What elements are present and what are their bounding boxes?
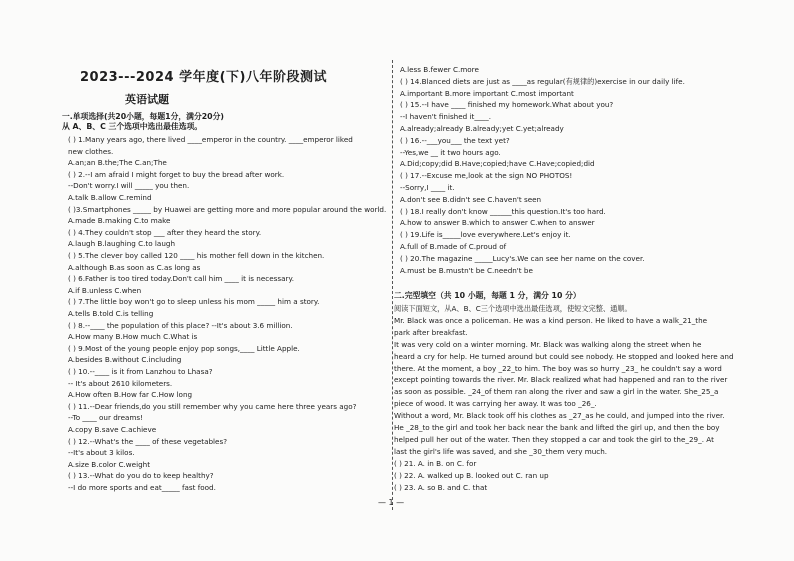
- exam-title: 2023---2024 学年度(下)八年阶段测试: [80, 70, 327, 85]
- question-line: A.Did;copy;did B.Have;copied;have C.Have;copied;did: [400, 159, 595, 169]
- question-line: A.less B.fewer C.more: [400, 65, 479, 74]
- question-line: A.if B.unless C.when: [68, 285, 142, 295]
- question-line: --Don't worry.I will _____ you then.: [68, 181, 190, 191]
- question-line: A.How often B.How far C.How long: [68, 390, 193, 400]
- question-line: A.made B.making C.to make: [68, 216, 171, 226]
- question-line: A.tells B.told C.is telling: [68, 309, 154, 318]
- question-line: ( ) 2.--I am afraid I might forget to buy the bread after work.: [68, 169, 285, 179]
- question-line: ( ) 12.--What's the ____ of these vegetables?: [68, 436, 228, 446]
- passage-line: Without a word, Mr. Black took off his clothes as _27_as he could, and jumped into the river.: [394, 411, 725, 421]
- question-line: A.full of B.made of C.proud of: [400, 242, 507, 251]
- section1-instruction: 从 A、B、C 三个选项中选出最佳选项。: [62, 122, 203, 131]
- passage-line: He _28_to the girl and took her back near the bank and lifted the girl up, and then the boy: [394, 423, 720, 432]
- question-line: new clothes.: [68, 146, 114, 156]
- question-line: --To ____ our dreams!: [68, 413, 144, 423]
- passage-line: as soon as possible. _24_of them ran along the river and saw a girl in the water. She_25_a: [394, 387, 719, 397]
- question-line: ( ) 4.They couldn't stop ___ after they heard the story.: [68, 227, 262, 237]
- passage-line: last the girl's life was saved, and she _30_them very much.: [394, 446, 608, 456]
- passage-line: helped pull her out of the water. Then they stopped a car and took the girl to the_29_. At: [394, 434, 714, 444]
- passage-line: there. At the moment, a boy _22_to him. The boy was so hurry _23_ he couldn't say a word: [394, 363, 722, 373]
- question-line: A.how to answer B.which to answer C.when to answer: [400, 218, 595, 228]
- question-line: A.talk B.allow C.remind: [68, 193, 152, 202]
- question-line: ( ) 19.Life is_____love everywhere.Let's enjoy it.: [400, 230, 571, 240]
- passage-line: except pointing towards the river. Mr. Black realized what had happened and ran to the river: [394, 375, 728, 385]
- question-line: ( ) 18.I really don't know ______this question.It's too hard.: [400, 206, 606, 216]
- question-line: A.although B.as soon as C.as long as: [68, 262, 201, 272]
- question-line: ( ) 14.Blanced diets are just as ____as regular(有规律的)exercise in our daily life.: [400, 76, 685, 86]
- passage-line: ( ) 23. A. so B. and C. that: [394, 482, 488, 492]
- question-line: --Yes,we __ it two hours ago.: [400, 147, 501, 157]
- passage-line: ( ) 22. A. walked up B. looked out C. ran up: [394, 470, 549, 480]
- question-line: ( ) 9.Most of the young people enjoy pop songs,____ Little Apple.: [68, 343, 300, 353]
- question-line: ( ) 20.The magazine _____Lucy's.We can see her name on the cover.: [400, 253, 645, 263]
- question-line: A.How many B.How much C.What is: [68, 332, 198, 342]
- passage-line: piece of wood. It was carrying her away. It was too _26_.: [394, 399, 597, 409]
- question-line: --I do more sports and eat_____ fast food.: [68, 483, 216, 492]
- question-line: A.copy B.save C.achieve: [68, 425, 157, 434]
- section1-heading: 一.单项选择(共20小题，每题1分，满分20分): [62, 112, 224, 121]
- section2-heading: 二.完型填空（共 10 小题，每题 1 分，满分 10 分）: [394, 291, 581, 300]
- question-line: A.don't see B.didn't see C.haven't seen: [400, 194, 542, 204]
- exam-subtitle: 英语试题: [125, 93, 169, 106]
- question-line: --It's about 3 kilos.: [68, 448, 135, 458]
- question-line: A.must be B.mustn't be C.needn't be: [400, 265, 533, 275]
- question-line: ( ) 5.The clever boy called 120 ____ his mother fell down in the kitchen.: [68, 251, 325, 260]
- question-line: A.size B.color C.weight: [68, 459, 151, 469]
- page-number: — 1 —: [378, 498, 405, 507]
- question-line: A.an;an B.the;The C.an;The: [68, 158, 167, 168]
- question-line: -- It's about 2610 kilometers.: [68, 378, 173, 388]
- question-line: A.important B.more important C.most important: [400, 88, 574, 98]
- question-line: A.laugh B.laughing C.to laugh: [68, 239, 176, 249]
- question-line: ( ) 6.Father is too tired today.Don't call him ____ it is necessary.: [68, 274, 294, 284]
- passage-line: It was very cold on a winter morning. Mr. Black was walking along the street when he: [394, 339, 702, 349]
- passage-line: ( ) 21. A. in B. on C. for: [394, 458, 477, 468]
- passage-line: park after breakfast.: [394, 327, 468, 337]
- question-line: ( ) 13.--What do you do to keep healthy?: [68, 471, 214, 481]
- question-line: ( ) 1.Many years ago, there lived ____emperor in the country. ____emperor liked: [68, 135, 353, 144]
- question-line: ( ) 17.--Excuse me,look at the sign NO PHOTOS!: [400, 171, 573, 181]
- passage-line: Mr. Black was once a policeman. He was a kind person. He liked to have a walk_21_the: [394, 315, 708, 325]
- question-line: A.already;already B.already;yet C.yet;already: [400, 124, 564, 133]
- question-line: --I haven't finished it____.: [400, 112, 491, 122]
- passage-line: heard a cry for help. He turned around but could see nobody. He stopped and looked here and: [394, 351, 734, 361]
- question-line: ( ) 16.--___you___ the text yet?: [400, 135, 510, 145]
- question-line: ( ) 15.--I have ____ finished my homework.What about you?: [400, 100, 614, 110]
- question-line: --Sorry,I ____ it.: [400, 183, 455, 192]
- question-line: A.besides B.without C.including: [68, 355, 182, 365]
- question-line: ( ) 7.The little boy won't go to sleep unless his mom _____ him a story.: [68, 297, 320, 307]
- passage-line: 阅读下面短文，从A、B、C三个选项中选出最佳选项，使短文完整、通顺。: [394, 304, 632, 313]
- question-line: ( )3.Smartphones _____ by Huawei are getting more and more popular around the world.: [68, 204, 387, 214]
- column-divider: [392, 60, 393, 510]
- question-line: ( ) 8.--____ the population of this place? --It's about 3.6 million.: [68, 320, 293, 330]
- question-line: ( ) 11.--Dear friends,do you still remember why you came here three years ago?: [68, 401, 357, 411]
- question-line: ( ) 10.--____ is it from Lanzhou to Lhasa?: [68, 367, 213, 376]
